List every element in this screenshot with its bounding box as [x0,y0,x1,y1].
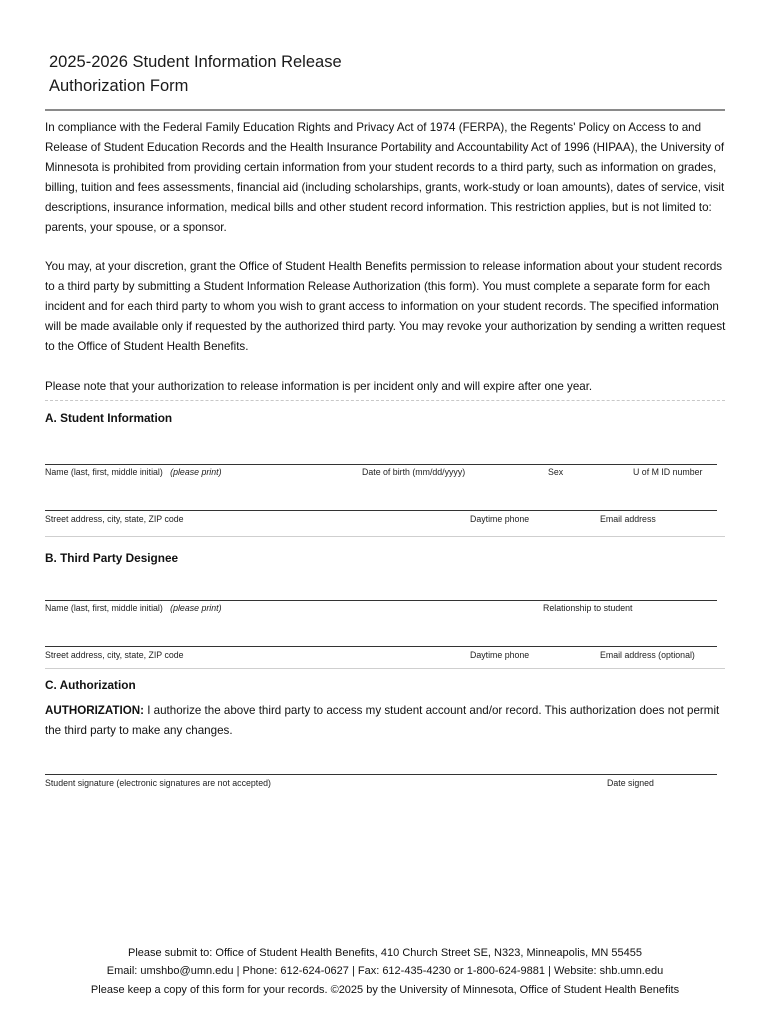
intro-paragraph-expiry: Please note that your authorization to release information is per incident only and will expire after one year. [45,380,593,393]
footer-copyright: Please keep a copy of this form for your records. ©2025 by the University of Minnesota, Office of Student Health Benefits [90,984,680,996]
third-party-email-label: Email address (optional) [600,650,695,660]
student-email-label: Email address [600,514,656,524]
third-party-name-label [45,603,222,613]
student-umid-label: U of M ID number [633,467,703,477]
third-party-name-hint: (please print) [170,603,222,613]
authorization-statement [45,701,727,741]
section-a-heading: A. Student Information [45,411,173,425]
student-name-line[interactable] [45,464,717,465]
form-title-line2: Authorization Form [49,77,189,95]
section-b-heading: B. Third Party Designee [45,551,179,565]
authorization-text: I authorize the above third party to access my student account and/or record. This authorization does not permit the third party to make any changes. [45,704,720,737]
student-dob-label: Date of birth (mm/dd/yyyy) [362,467,466,477]
third-party-address-line[interactable] [45,646,717,647]
section-a-divider [45,536,725,537]
student-address-line[interactable] [45,510,717,511]
intro-divider [45,400,725,401]
date-signed-label: Date signed [607,778,654,788]
third-party-phone-label: Daytime phone [470,650,530,660]
third-party-relationship-label: Relationship to student [543,603,633,613]
student-phone-label: Daytime phone [470,514,530,524]
third-party-name-label-text: Name (last, first, middle initial) [45,603,163,613]
student-sex-label: Sex [548,467,564,477]
section-b-divider [45,668,725,669]
third-party-address-label: Street address, city, state, ZIP code [45,650,184,660]
student-signature-label: Student signature (electronic signatures are not accepted) [45,778,271,788]
student-address-label: Street address, city, state, ZIP code [45,514,184,524]
student-signature-line[interactable] [45,774,717,775]
intro-paragraph-discretion: You may, at your discretion, grant the Office of Student Health Benefits permission to release information about your student records to a third party by submitting a Student Information Release Authorization (this form). You must complete a separate form for each incident and for each third party to whom you wish to grant access to information on your student records. The specified information will be made available only if requested by the authorized third party. You may revoke your authorization by sending a written request to the Office of Student Health Benefits. [45,260,726,353]
footer-contact-info: Email: umshbo@umn.edu | Phone: 612-624-0627 | Fax: 612-435-4230 or 1-800-624-9881 | Website: shb.umn.edu [106,965,664,977]
title-divider [45,109,725,111]
form-title [49,50,549,98]
student-name-hint: (please print) [170,467,222,477]
form-title-line1: 2025-2026 Student Information Release [49,53,342,71]
footer-submit-address: Please submit to: Office of Student Health Benefits, 410 Church Street SE, N323, Minneapolis, MN 55455 [127,947,643,959]
authorization-bold-label: AUTHORIZATION: [45,704,144,717]
intro-paragraph-ferpa: In compliance with the Federal Family Education Rights and Privacy Act of 1974 (FERPA), the Regents' Policy on Access to and Release of Student Education Records and the Health Insurance Portability and Accountability Act of 1996 (HIPAA), the University of Minnesota is prohibited from providing certain information from your student records to a third party, such as information on grades, billing, tuition and fees assessments, financial aid (including scholarships, grants, work-study or loan amounts), dates of service, visit descriptions, insurance information, medical bills and other student record information. This restriction applies, but is not limited to: parents, your spouse, or a sponsor. [45,121,725,234]
student-name-label-text: Name (last, first, middle initial) [45,467,163,477]
student-name-label [45,467,222,477]
section-c-heading: C. Authorization [45,678,136,692]
third-party-name-line[interactable] [45,600,717,601]
